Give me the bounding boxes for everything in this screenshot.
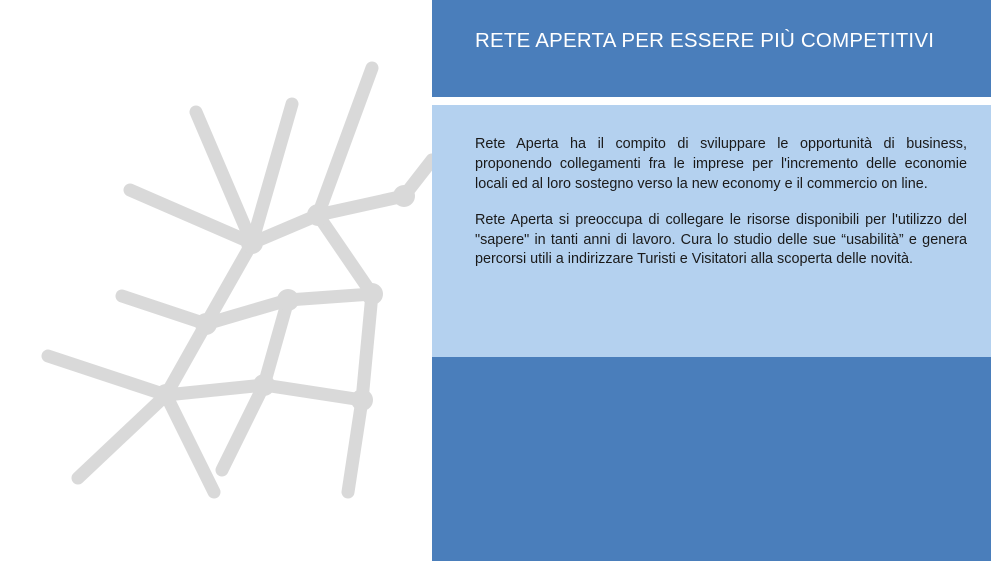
network-nodes-icon <box>0 0 432 561</box>
footer-band <box>432 357 991 561</box>
body-text-block <box>475 135 967 270</box>
title-band <box>432 0 991 97</box>
body-band <box>432 105 991 357</box>
network-graphic-panel <box>0 0 432 561</box>
content-column <box>432 0 991 561</box>
body-paragraph: Rete Aperta si preoccupa di collegare le risorse disponibili per l'utilizzo del "sapere" in tanti anni di lavoro. Cura lo studio delle sue “usabilità” e genera percorsi utili a indirizzare Turisti e Visitatori alla scoperta delle novità. <box>475 211 967 268</box>
band-divider <box>432 97 991 105</box>
body-paragraph: Rete Aperta ha il compito di sviluppare le opportunità di business, proponendo collegamenti fra le imprese per l'incremento delle economie locali ed al loro sostegno verso la new economy e il commercio on line. <box>475 136 967 192</box>
slide-title: RETE APERTA PER ESSERE PIÙ COMPETITIVI <box>475 29 935 52</box>
